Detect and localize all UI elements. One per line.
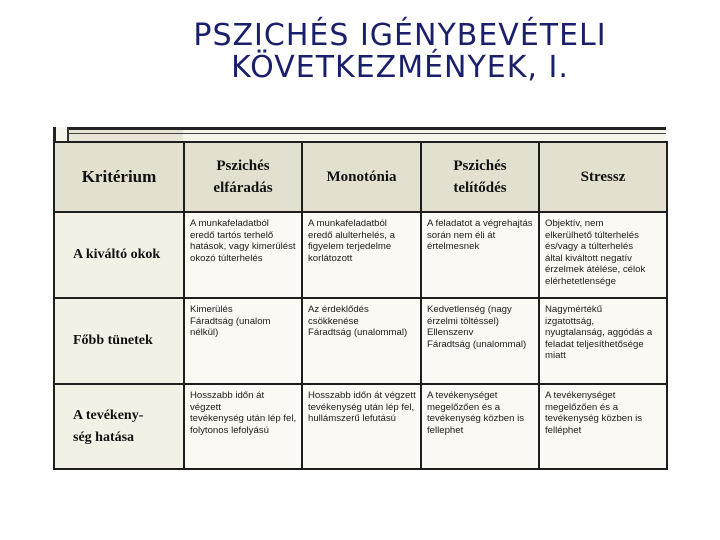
row-label-text: ség hatása [73, 429, 135, 445]
cell-text: tevékenység után lép fel, [308, 401, 415, 413]
cell-text: Objektív, nem [545, 218, 604, 229]
cell-text: Hosszabb időn át végzett [190, 390, 265, 413]
cell-text: Nagymértékű [545, 304, 603, 315]
cell-text: eredő alulterhelés, a [308, 229, 395, 241]
table-cell [539, 298, 667, 384]
cell-text: során nem éli át [427, 229, 496, 241]
scanned-table-image [53, 127, 666, 470]
cell-text: Hosszabb időn át végzett [308, 390, 416, 401]
cell-text: feladat teljesíthetősége [545, 338, 644, 350]
table-cell [539, 384, 667, 469]
header-stress-label: Stressz [580, 169, 626, 185]
cell-text: folytonos lefolyású [190, 424, 269, 436]
row-label-text: A kiváltó okok [73, 247, 161, 262]
table-row [54, 212, 667, 298]
cell-text: eredő tartós terhelő [190, 229, 274, 241]
row-label-causes [54, 212, 184, 298]
cell-text: A tevékenységet [545, 390, 616, 401]
slide-title-line-2: KÖVETKEZMÉNYEK, I. [231, 50, 569, 85]
table-cell [302, 212, 421, 298]
header-fatigue [184, 142, 302, 212]
cell-text: fellephet [427, 424, 464, 436]
table-cell [421, 384, 539, 469]
cell-text: Fáradtság (unalommal) [308, 327, 408, 338]
cell-text: A munkafeladatból [308, 218, 387, 229]
cell-text: érzelmi töltéssel) [427, 315, 499, 327]
cell-text: A feladatot a végrehajtás [427, 218, 533, 229]
table-cell [184, 384, 302, 469]
header-fatigue-line-1: Pszichés [216, 158, 270, 174]
cell-text: Az érdeklődés [308, 304, 369, 315]
cell-text: tevékenység közben is [545, 413, 643, 424]
cell-text: értelmesnek [427, 241, 480, 252]
cell-text: Ellenszenv [427, 327, 474, 338]
cell-text: A munkafeladatból [190, 218, 269, 229]
table-cell [421, 212, 539, 298]
cell-text: Fáradtság (unalom [190, 315, 271, 327]
table-row [54, 384, 667, 469]
header-criterion-label: Kritérium [81, 167, 157, 186]
row-label-effect [54, 384, 184, 469]
cell-text: korlátozott [308, 252, 353, 264]
cell-text: Fáradtság (unalommal) [427, 338, 527, 350]
cell-text: tevékenység közben is [427, 413, 525, 424]
cell-text: érzelmek átélése, célok [545, 264, 646, 275]
cell-text: tevékenység után lép fel, [190, 413, 297, 424]
table-row [54, 298, 667, 384]
cell-text: és/vagy a túlterhelés [545, 241, 633, 252]
comparison-table [53, 141, 668, 470]
cell-text: hatások, vagy kimerülést [190, 241, 296, 252]
cell-text: hullámszerű lefutású [308, 413, 396, 424]
table-cell [302, 298, 421, 384]
cell-text: miatt [545, 350, 566, 361]
top-rule-thin [67, 133, 666, 134]
table-cell [184, 212, 302, 298]
row-label-text: A tevékeny- [73, 407, 144, 423]
cell-text: felléphet [545, 424, 582, 436]
header-saturation-line-1: Pszichés [453, 158, 507, 174]
slide-title [150, 20, 650, 84]
header-fatigue-line-2: elfáradás [213, 180, 273, 196]
cell-text: nyugtalanság, aggódás a [545, 327, 653, 338]
table-cell [421, 298, 539, 384]
cell-text: Kedvetlenség (nagy [427, 304, 512, 315]
slide-title-line-1: PSZICHÉS IGÉNYBEVÉTELI [193, 18, 607, 53]
row-label-text: Főbb tünetek [73, 333, 153, 348]
cell-text: Kimerülés [190, 304, 233, 315]
header-criterion [54, 142, 184, 212]
header-monotony-label: Monotónia [326, 169, 397, 185]
table-cell [539, 212, 667, 298]
cell-text: megelőzően és a [545, 401, 619, 413]
row-label-symptoms [54, 298, 184, 384]
top-rule [67, 127, 666, 130]
header-monotony [302, 142, 421, 212]
cell-text: okozó túlterhelés [190, 252, 263, 264]
cell-text: által kiváltott negatív [545, 252, 632, 264]
cell-text: nélkül) [190, 327, 219, 338]
header-stress [539, 142, 667, 212]
cell-text: elkerülhető túlterhelés [545, 229, 639, 241]
cell-text: megelőzően és a [427, 401, 501, 413]
table-header-row [54, 142, 667, 212]
header-saturation-line-2: telítődés [453, 180, 507, 196]
cell-text: izgatottság, [545, 315, 595, 327]
cell-text: csökkenése [308, 315, 359, 327]
cell-text: A tevékenységet [427, 390, 498, 401]
cell-text: elérhetetlensége [545, 275, 616, 287]
table-cell [302, 384, 421, 469]
header-saturation [421, 142, 539, 212]
table-cell [184, 298, 302, 384]
cell-text: figyelem terjedelme [308, 241, 392, 252]
